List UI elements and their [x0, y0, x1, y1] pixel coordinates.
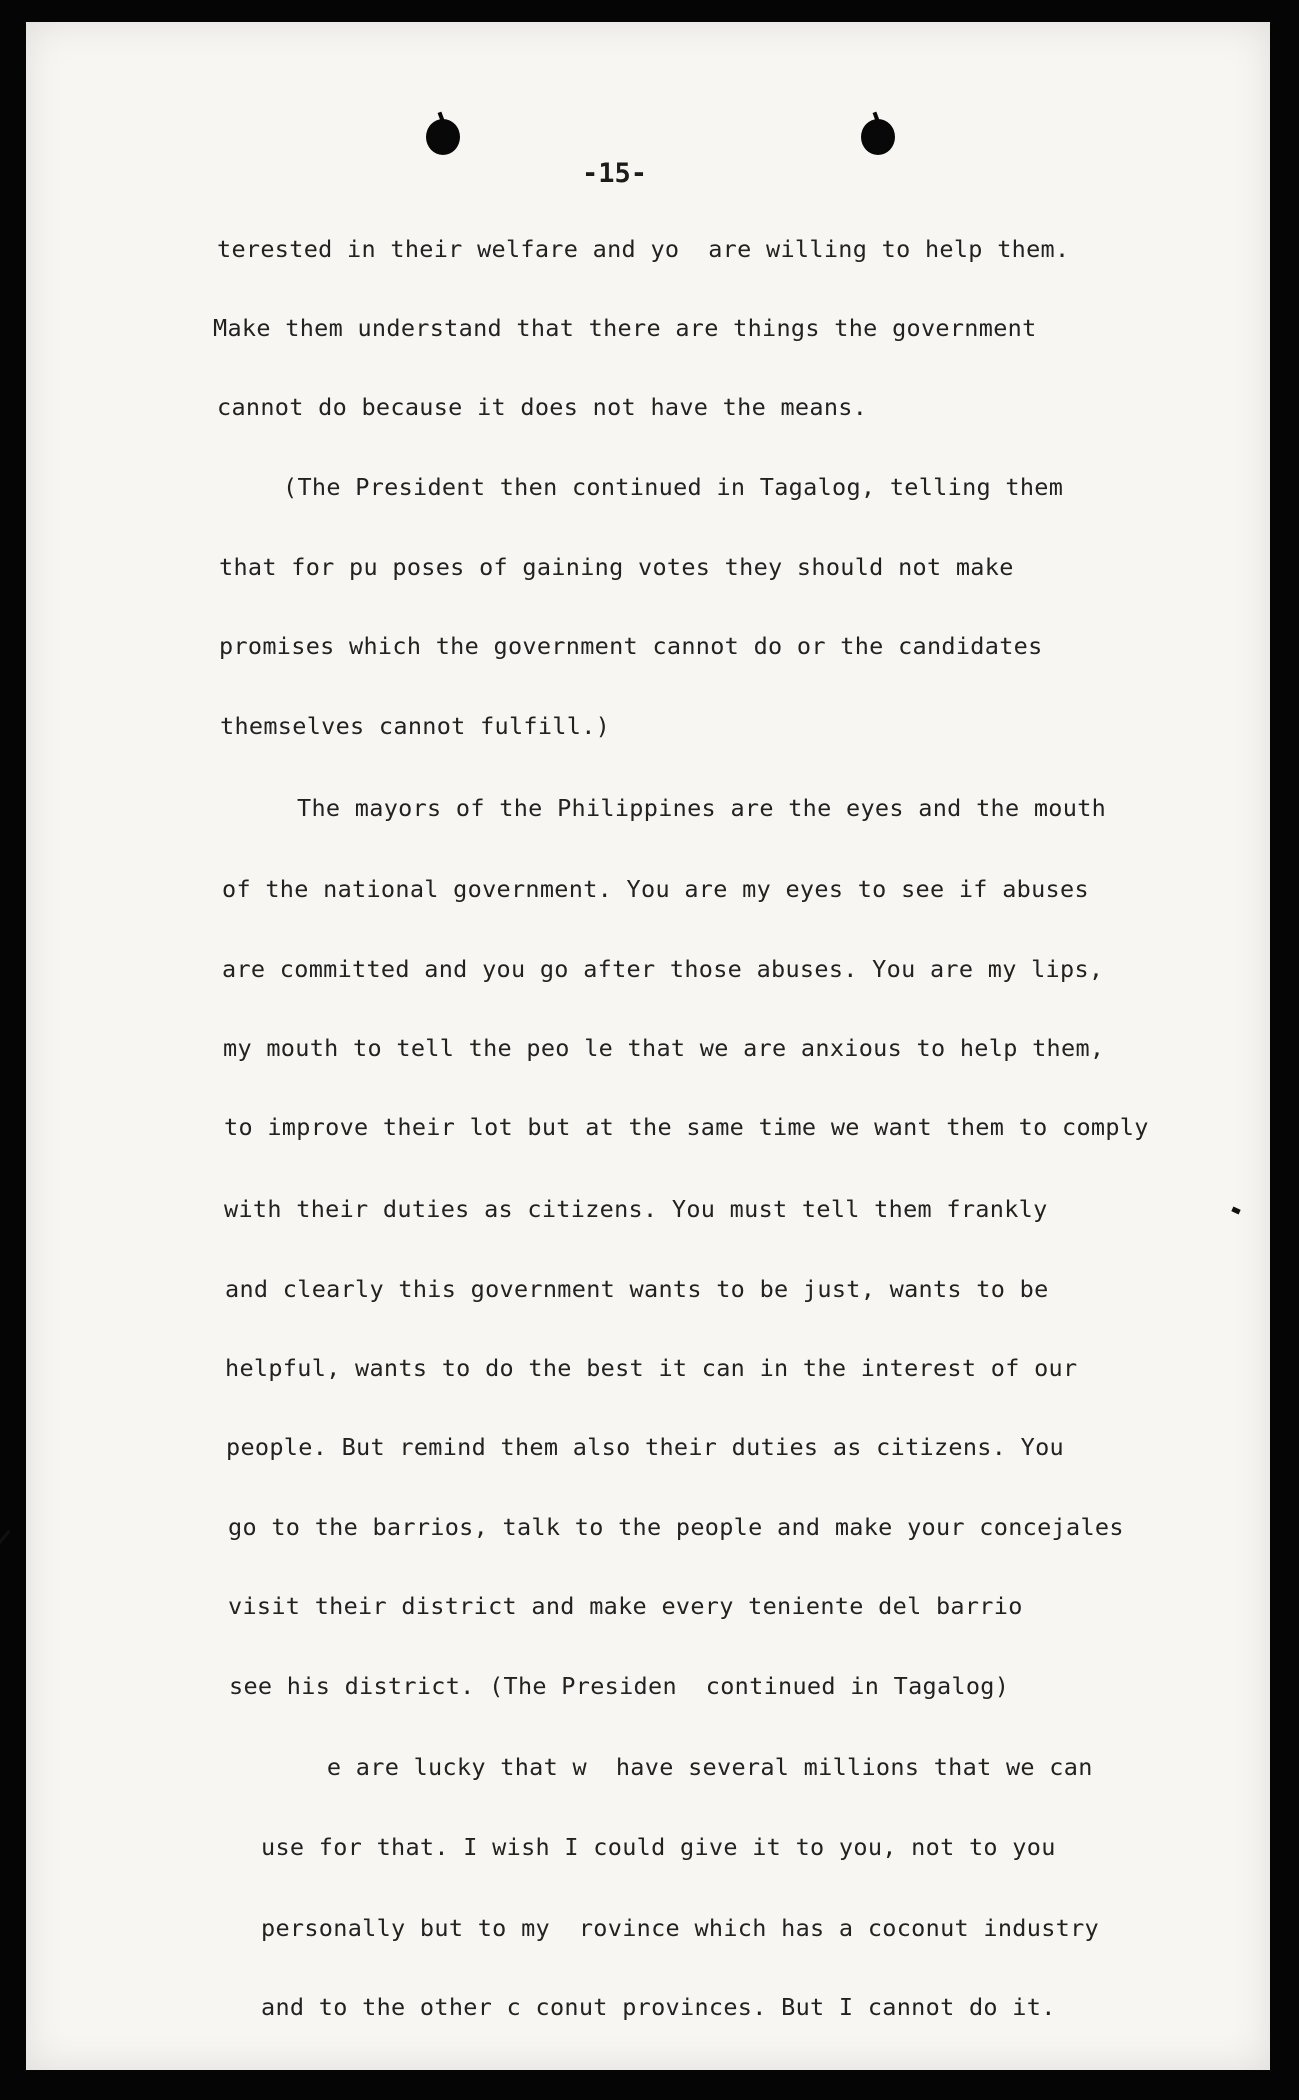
- text-line: that for pu poses of gaining votes they should not make: [219, 553, 1014, 581]
- text-line: to improve their lot but at the same time we want them to comply: [224, 1113, 1149, 1141]
- text-line: visit their district and make every teniente del barrio: [228, 1592, 1023, 1620]
- page-number: -15-: [582, 158, 648, 189]
- text-line: are committed and you go after those abuses. You are my lips,: [222, 955, 1104, 983]
- text-line: helpful, wants to do the best it can in the interest of our: [225, 1354, 1078, 1382]
- text-line: people. But remind them also their duties as citizens. You: [226, 1433, 1064, 1461]
- text-line: and clearly this government wants to be just, wants to be: [225, 1275, 1049, 1303]
- text-line: e are lucky that w have several millions that we can: [298, 1753, 1093, 1781]
- punch-hole-left: [426, 119, 460, 155]
- text-line: with their duties as citizens. You must tell them frankly: [224, 1195, 1048, 1223]
- text-line: The mayors of the Philippines are the eyes and the mouth: [297, 794, 1107, 822]
- text-line: of the national government. You are my eyes to see if abuses: [222, 875, 1089, 903]
- text-line: see his district. (The Presiden continued in Tagalog): [229, 1672, 1010, 1700]
- text-line: cannot do because it does not have the means.: [217, 393, 868, 421]
- stray-ink-mark: [0, 1530, 11, 1549]
- text-line: use for that. I wish I could give it to you, not to you: [261, 1833, 1056, 1861]
- punch-hole-right: [861, 119, 895, 155]
- text-line: personally but to my rovince which has a coconut industry: [261, 1914, 1099, 1942]
- text-line: (The President then continued in Tagalog, telling them: [283, 473, 1064, 501]
- text-line: promises which the government cannot do or the candidates: [219, 632, 1043, 660]
- text-line: Make them understand that there are things the government: [213, 314, 1037, 342]
- text-line: my mouth to tell the peo le that we are anxious to help them,: [223, 1034, 1105, 1062]
- text-line: terested in their welfare and yo are willing to help them.: [217, 235, 1070, 263]
- document-page: [26, 22, 1270, 2070]
- text-line: go to the barrios, talk to the people and make your concejales: [228, 1513, 1124, 1541]
- text-line: and to the other c conut provinces. But I cannot do it.: [261, 1993, 1056, 2021]
- text-line: themselves cannot fulfill.): [220, 712, 611, 740]
